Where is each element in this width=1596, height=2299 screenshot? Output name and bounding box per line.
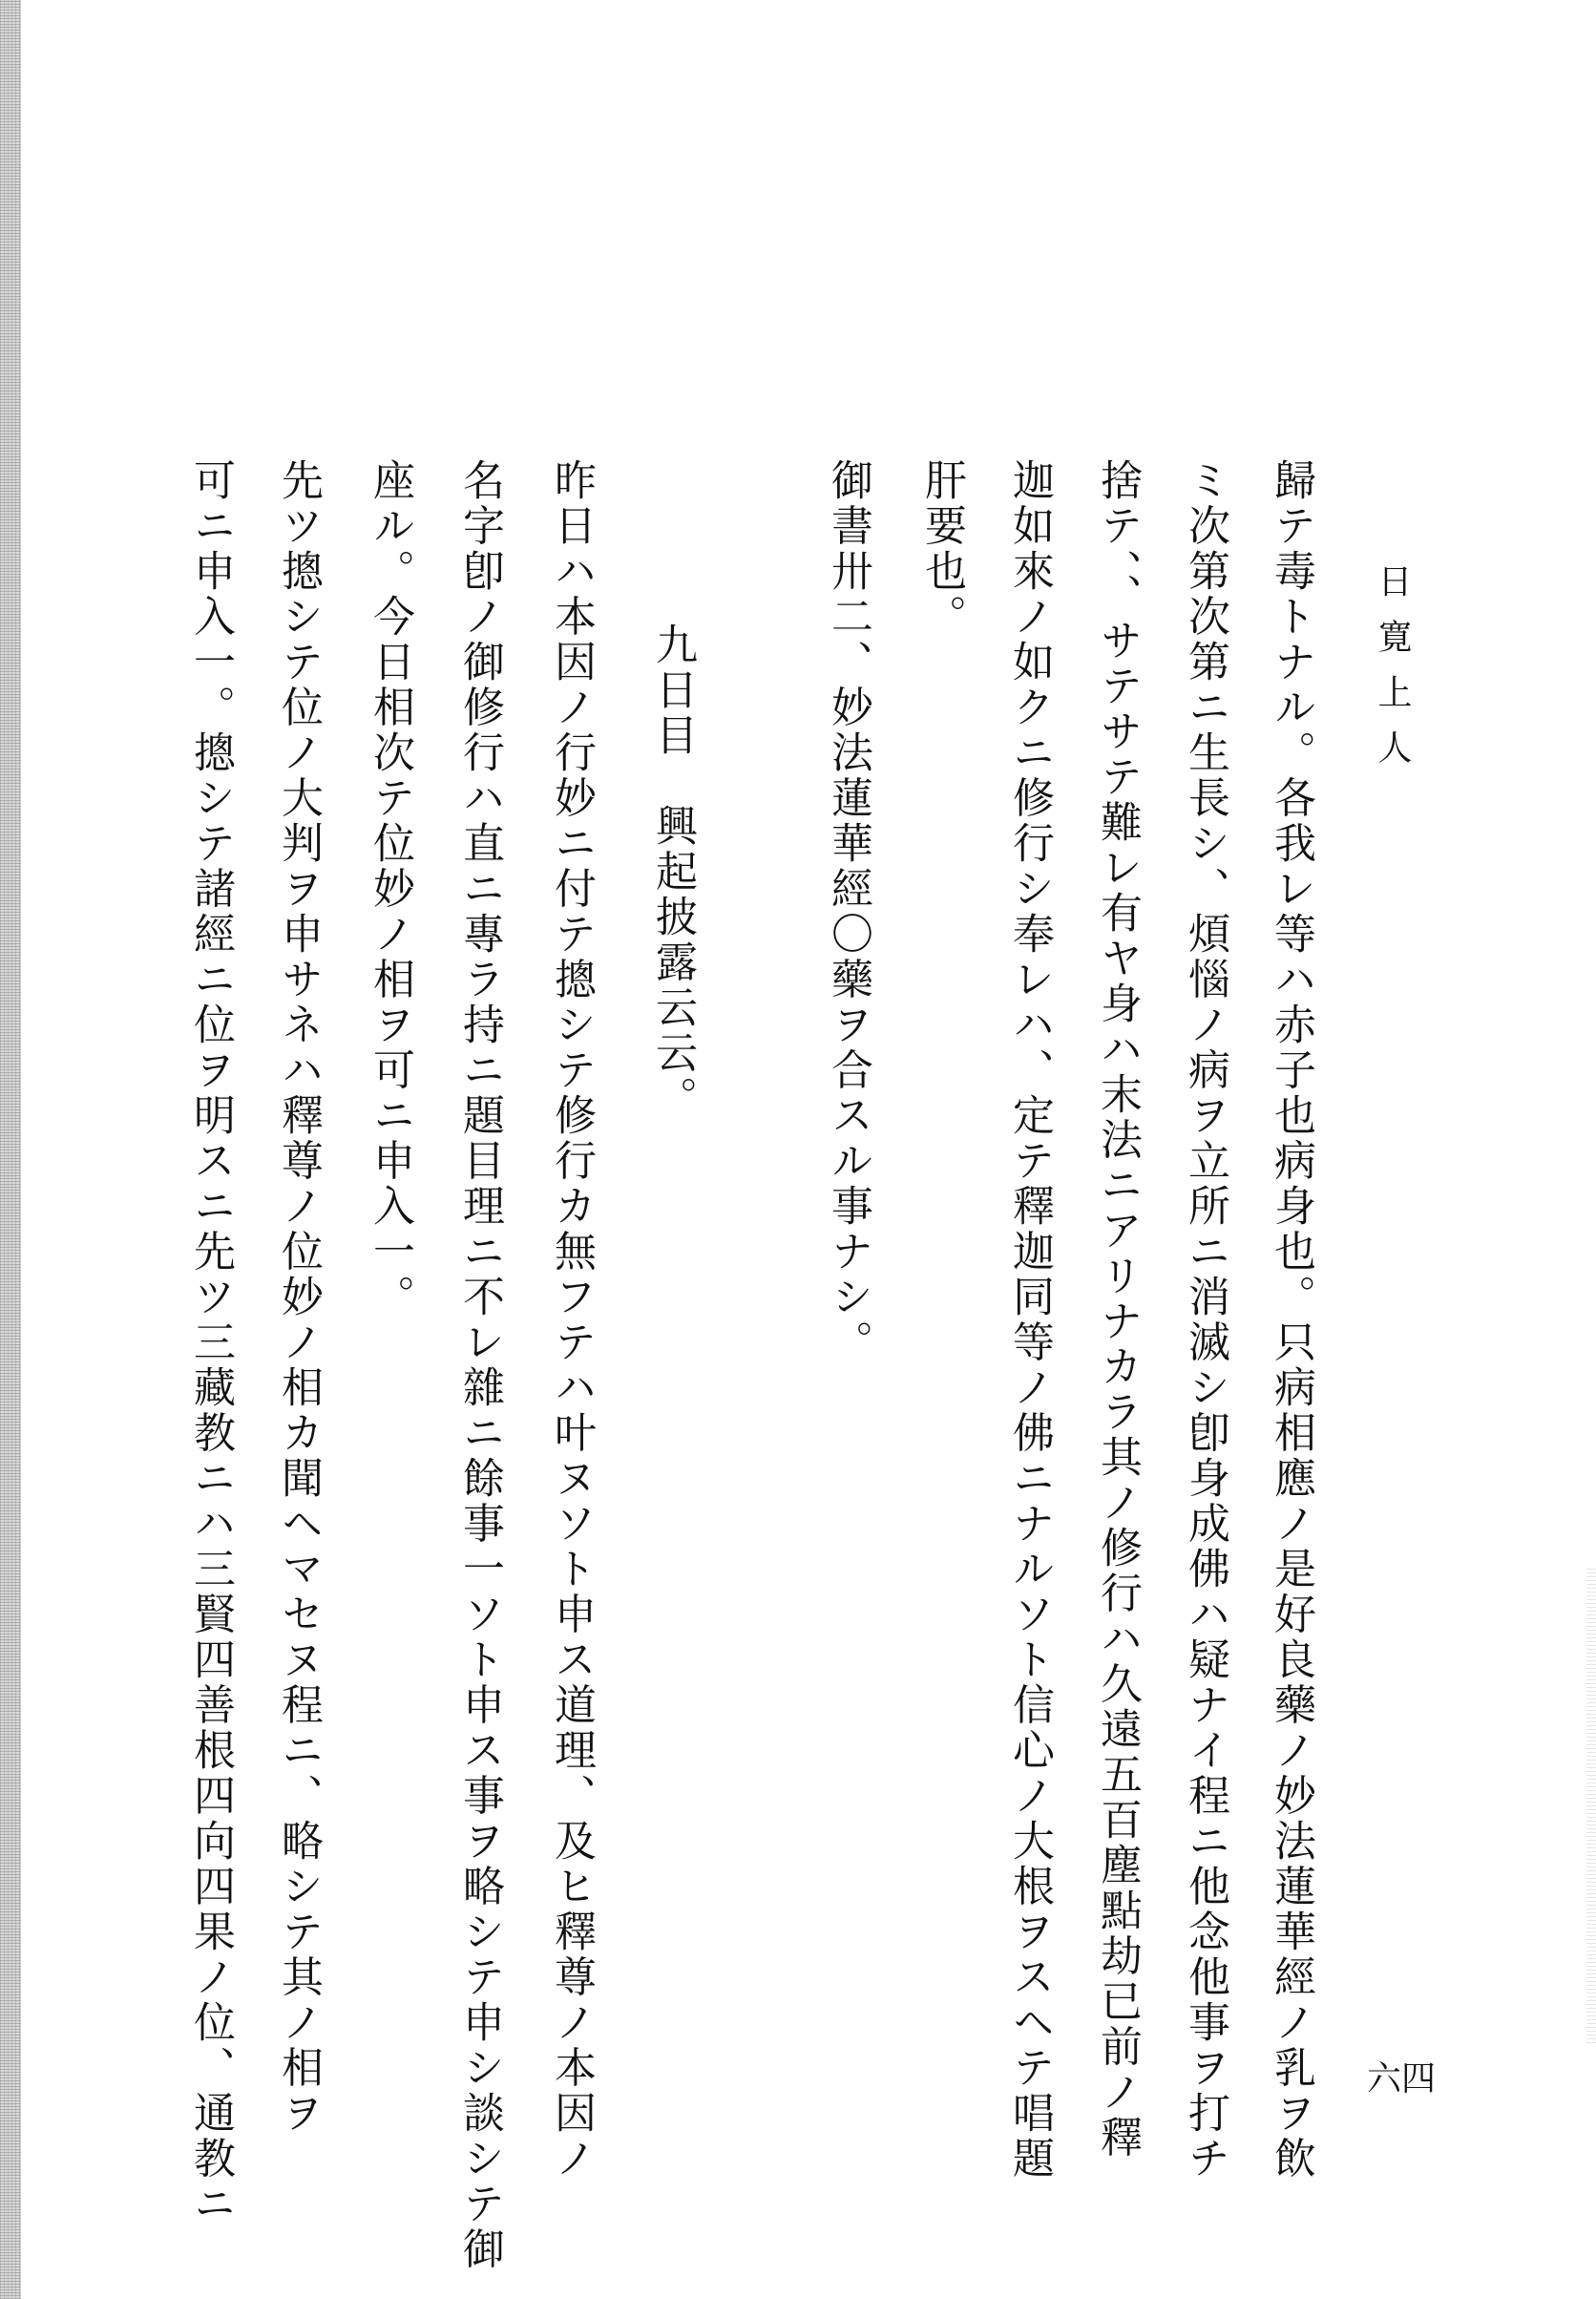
text-column-12: 可ニ申入一。摠シテ諸經ニ位ヲ明スニ先ツ三藏教ニハ三賢四善根四向四果ノ位、通教ニ	[186, 458, 235, 2227]
text-column-1: 歸テ毒トナル。各我レ等ハ赤子也病身也。只病相應ノ是好良藥ノ妙法蓮華經ノ乳ヲ飲	[1267, 458, 1315, 2182]
text-column-6: 御書卅二、妙法蓮華經〇藥ヲ合スル事ナシ。	[824, 458, 872, 1365]
scan-binding-edge	[0, 0, 21, 2299]
text-column-3: 捨テ、、サテサテ難レ有ヤ身ハ末法ニアリナカラ其ノ修行ハ久遠五百塵點劫已前ノ釋	[1093, 458, 1142, 2161]
text-column-10: 座ル。今日相次テ位妙ノ相ヲ可ニ申入一。	[366, 458, 414, 1320]
text-column-2: ミ次第次第ニ生長シ、煩惱ノ病ヲ立所ニ消滅シ卽身成佛ハ疑ナイ程ニ他念他事ヲ打チ	[1181, 458, 1229, 2182]
page-number: 六四	[1367, 2059, 1437, 2099]
text-column-8: 昨日ハ本因ノ行妙ニ付テ摠シテ修行カ無フテハ叶ヌソト申ス道理、及ヒ釋尊ノ本因ノ	[547, 458, 596, 2182]
running-header-title: 日寛上人	[1373, 563, 1412, 785]
text-column-5: 肝要也。	[917, 458, 966, 640]
text-column-4: 迦如來ノ如クニ修行シ奉レハ、定テ釋迦同等ノ佛ニナルソト信心ノ大根ヲスヘテ唱題	[1005, 458, 1054, 2182]
text-column-9: 名字卽ノ御修行ハ直ニ專ラ持ニ題目理ニ不レ雜ニ餘事一ソト申ス事ヲ略シテ申シ談シテ御	[455, 458, 504, 2272]
text-column-11: 先ツ摠シテ位ノ大判ヲ申サネハ釋尊ノ位妙ノ相カ聞ヘマセヌ程ニ、略シテ其ノ相ヲ	[274, 458, 323, 2137]
scan-right-edge	[1586, 1566, 1596, 2043]
section-heading: 九日目 興起披露云云。	[648, 622, 697, 1122]
